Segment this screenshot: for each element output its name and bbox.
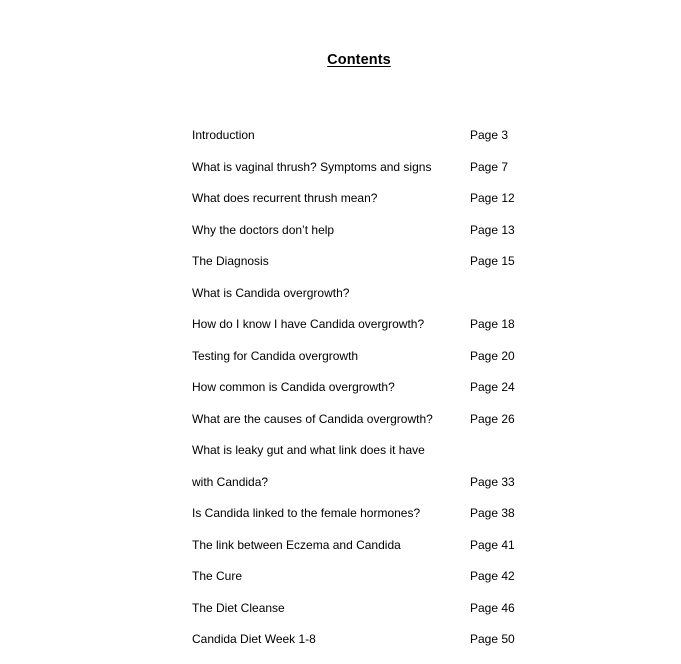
toc-entry bbox=[192, 221, 532, 253]
toc-entry bbox=[192, 630, 532, 662]
toc-entry bbox=[192, 536, 532, 568]
toc-entry bbox=[192, 189, 532, 221]
toc-entry-title: What does recurrent thrush mean? bbox=[192, 191, 378, 205]
toc-entry-title: What is leaky gut and what link does it have bbox=[192, 443, 425, 457]
toc-entry bbox=[192, 504, 532, 536]
toc-entry-title: with Candida? bbox=[192, 474, 269, 489]
toc-entry-page: Page 41 bbox=[470, 537, 515, 552]
toc-entry-page: Page 33 bbox=[470, 474, 515, 489]
toc-entry bbox=[192, 252, 532, 284]
toc-entry-page: Page 26 bbox=[470, 411, 515, 426]
toc-entry-page: Page 7 bbox=[470, 159, 509, 174]
toc-entry bbox=[192, 315, 532, 347]
toc-entry-page: Page 12 bbox=[470, 191, 515, 205]
toc-entry bbox=[192, 284, 532, 316]
toc-entry-title: Testing for Candida overgrowth bbox=[192, 348, 359, 363]
toc-entry-title: How common is Candida overgrowth? bbox=[192, 380, 395, 394]
toc-entry-title: Introduction bbox=[192, 128, 255, 142]
table-of-contents bbox=[192, 126, 532, 662]
toc-entry-title: What are the causes of Candida overgrowth? bbox=[192, 411, 433, 426]
toc-entry-page: Page 38 bbox=[470, 506, 515, 520]
toc-entry-title: The Cure bbox=[192, 569, 243, 583]
toc-entry-page: Page 3 bbox=[470, 128, 509, 142]
toc-entry-page: Page 13 bbox=[470, 222, 515, 237]
toc-entry-page: Page 42 bbox=[470, 569, 515, 583]
toc-entry-title: Why the doctors don’t help bbox=[192, 222, 335, 237]
toc-entry-page: Page 46 bbox=[470, 600, 515, 615]
toc-entry-title: The Diagnosis bbox=[192, 254, 269, 268]
toc-entry-page: Page 20 bbox=[470, 348, 515, 363]
toc-entry-page: Page 24 bbox=[470, 380, 515, 394]
toc-entry bbox=[192, 378, 532, 410]
toc-entry bbox=[192, 347, 532, 379]
toc-entry-page: Page 18 bbox=[470, 317, 515, 331]
toc-entry-title: The Diet Cleanse bbox=[192, 600, 285, 615]
toc-entry bbox=[192, 473, 532, 505]
toc-entry-title: Candida Diet Week 1-8 bbox=[192, 632, 316, 646]
toc-entry-title: What is Candida overgrowth? bbox=[192, 285, 350, 300]
page-title: Contents bbox=[327, 52, 391, 68]
toc-entry-page: Page 15 bbox=[470, 254, 515, 268]
toc-entry bbox=[192, 441, 532, 473]
toc-entry bbox=[192, 567, 532, 599]
toc-entry bbox=[192, 126, 532, 158]
toc-entry-title: How do I know I have Candida overgrowth? bbox=[192, 317, 425, 331]
toc-entry-page: Page 50 bbox=[470, 632, 515, 646]
toc-entry bbox=[192, 599, 532, 631]
toc-entry bbox=[192, 158, 532, 190]
toc-entry bbox=[192, 410, 532, 442]
toc-entry-title: The link between Eczema and Candida bbox=[192, 537, 401, 552]
toc-entry-title: What is vaginal thrush? Symptoms and signs bbox=[192, 159, 432, 174]
toc-entry-title: Is Candida linked to the female hormones? bbox=[192, 506, 421, 520]
